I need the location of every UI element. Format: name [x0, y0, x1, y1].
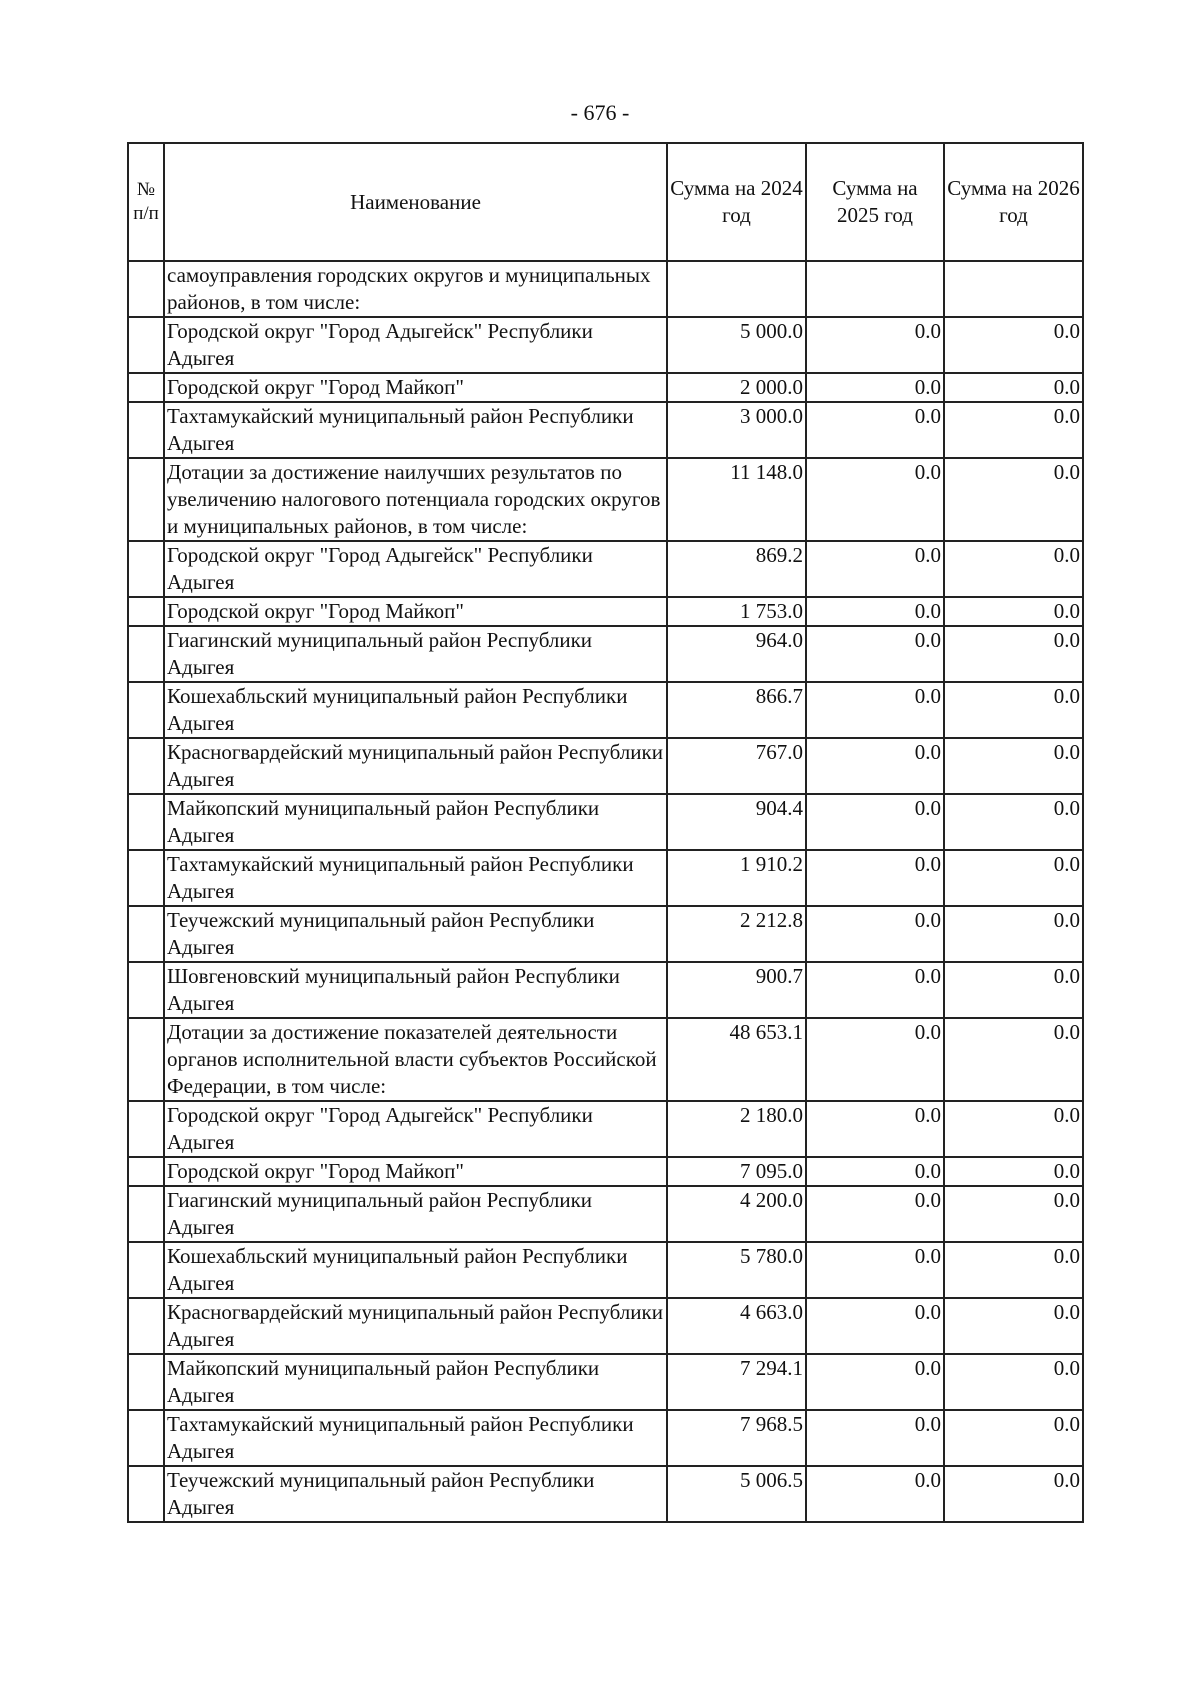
row-sum-2024-cell: 4 663.0 — [667, 1298, 806, 1354]
row-sum-2026-cell: 0.0 — [944, 458, 1083, 541]
row-name-cell: Теучежский муниципальный район Республики Адыгея — [164, 906, 667, 962]
table-row — [128, 541, 1083, 597]
row-sum-2025-cell: 0.0 — [806, 794, 944, 850]
row-sum-2025-cell: 0.0 — [806, 317, 944, 373]
row-sum-2024-cell: 1 910.2 — [667, 850, 806, 906]
row-sum-2026-cell: 0.0 — [944, 1354, 1083, 1410]
table-row — [128, 1186, 1083, 1242]
row-sum-2025-cell: 0.0 — [806, 1101, 944, 1157]
table-row — [128, 1101, 1083, 1157]
page-number: - 676 - — [570, 100, 630, 125]
row-name-cell: Тахтамукайский муниципальный район Республики Адыгея — [164, 402, 667, 458]
table-row — [128, 738, 1083, 794]
row-sum-2026-cell: 0.0 — [944, 402, 1083, 458]
row-sum-2026-cell: 0.0 — [944, 541, 1083, 597]
row-name-cell: Гиагинский муниципальный район Республики Адыгея — [164, 626, 667, 682]
row-sum-2025-cell: 0.0 — [806, 1157, 944, 1186]
row-sum-2024-cell: 48 653.1 — [667, 1018, 806, 1101]
table-row — [128, 597, 1083, 626]
row-sum-2026-cell — [944, 261, 1083, 317]
table-row — [128, 1157, 1083, 1186]
row-name-cell: Городской округ "Город Майкоп" — [164, 373, 667, 402]
row-sum-2025-cell: 0.0 — [806, 597, 944, 626]
row-sum-2026-cell: 0.0 — [944, 1157, 1083, 1186]
row-sum-2024-cell: 4 200.0 — [667, 1186, 806, 1242]
row-sum-2024-cell: 900.7 — [667, 962, 806, 1018]
row-number-cell — [128, 1410, 164, 1466]
table-row — [128, 402, 1083, 458]
row-sum-2025-cell: 0.0 — [806, 626, 944, 682]
row-number-cell — [128, 1354, 164, 1410]
row-sum-2025-cell: 0.0 — [806, 1466, 944, 1522]
row-name-cell: Тахтамукайский муниципальный район Республики Адыгея — [164, 850, 667, 906]
row-sum-2026-cell: 0.0 — [944, 738, 1083, 794]
row-number-cell — [128, 1298, 164, 1354]
row-number-cell — [128, 682, 164, 738]
row-sum-2026-cell: 0.0 — [944, 794, 1083, 850]
row-name-cell: Кошехабльский муниципальный район Республики Адыгея — [164, 1242, 667, 1298]
table-row — [128, 906, 1083, 962]
row-number-cell — [128, 1466, 164, 1522]
table-row — [128, 682, 1083, 738]
row-name-cell: Майкопский муниципальный район Республики Адыгея — [164, 1354, 667, 1410]
row-sum-2026-cell: 0.0 — [944, 1101, 1083, 1157]
row-sum-2026-cell: 0.0 — [944, 682, 1083, 738]
row-name-cell: Кошехабльский муниципальный район Республики Адыгея — [164, 682, 667, 738]
row-sum-2024-cell: 904.4 — [667, 794, 806, 850]
table-row — [128, 1354, 1083, 1410]
row-name-cell: Гиагинский муниципальный район Республики Адыгея — [164, 1186, 667, 1242]
row-sum-2026-cell: 0.0 — [944, 962, 1083, 1018]
row-sum-2024-cell: 7 294.1 — [667, 1354, 806, 1410]
row-number-cell — [128, 1186, 164, 1242]
row-name-cell: самоуправления городских округов и муниципальных районов, в том числе: — [164, 261, 667, 317]
row-name-cell: Городской округ "Город Адыгейск" Республики Адыгея — [164, 1101, 667, 1157]
row-sum-2024-cell: 2 212.8 — [667, 906, 806, 962]
row-sum-2026-cell: 0.0 — [944, 1466, 1083, 1522]
row-sum-2025-cell: 0.0 — [806, 1186, 944, 1242]
row-sum-2024-cell: 7 095.0 — [667, 1157, 806, 1186]
row-sum-2025-cell: 0.0 — [806, 682, 944, 738]
row-sum-2024-cell: 3 000.0 — [667, 402, 806, 458]
row-number-cell — [128, 850, 164, 906]
row-sum-2025-cell: 0.0 — [806, 738, 944, 794]
header-name: Наименование — [164, 143, 667, 261]
row-sum-2024-cell: 767.0 — [667, 738, 806, 794]
row-sum-2026-cell: 0.0 — [944, 1186, 1083, 1242]
row-name-cell: Красногвардейский муниципальный район Республики Адыгея — [164, 1298, 667, 1354]
row-sum-2024-cell — [667, 261, 806, 317]
header-sum-2024: Сумма на 2024 год — [667, 143, 806, 261]
row-number-cell — [128, 1018, 164, 1101]
row-sum-2024-cell: 11 148.0 — [667, 458, 806, 541]
table-row — [128, 1018, 1083, 1101]
row-name-cell: Дотации за достижение показателей деятельности органов исполнительной власти субъектов Российской Федерации, в том числе: — [164, 1018, 667, 1101]
row-sum-2024-cell: 866.7 — [667, 682, 806, 738]
row-name-cell: Городской округ "Город Адыгейск" Республики Адыгея — [164, 317, 667, 373]
row-sum-2024-cell: 869.2 — [667, 541, 806, 597]
row-name-cell: Красногвардейский муниципальный район Республики Адыгея — [164, 738, 667, 794]
row-sum-2024-cell: 7 968.5 — [667, 1410, 806, 1466]
table-row — [128, 261, 1083, 317]
table-row — [128, 626, 1083, 682]
row-sum-2026-cell: 0.0 — [944, 1410, 1083, 1466]
table-row — [128, 1410, 1083, 1466]
budget-table — [127, 142, 1084, 1523]
row-name-cell: Теучежский муниципальный район Республики Адыгея — [164, 1466, 667, 1522]
table-row — [128, 962, 1083, 1018]
row-sum-2024-cell: 1 753.0 — [667, 597, 806, 626]
table-body — [128, 261, 1083, 1522]
row-sum-2024-cell: 2 180.0 — [667, 1101, 806, 1157]
row-sum-2026-cell: 0.0 — [944, 1242, 1083, 1298]
table-row — [128, 458, 1083, 541]
row-sum-2025-cell: 0.0 — [806, 541, 944, 597]
row-number-cell — [128, 794, 164, 850]
row-number-cell — [128, 317, 164, 373]
row-sum-2025-cell: 0.0 — [806, 1410, 944, 1466]
table-row — [128, 373, 1083, 402]
table-row — [128, 1242, 1083, 1298]
row-number-cell — [128, 906, 164, 962]
row-number-cell — [128, 1242, 164, 1298]
row-sum-2024-cell: 5 000.0 — [667, 317, 806, 373]
header-number: № п/п — [128, 143, 164, 261]
header-sum-2025: Сумма на 2025 год — [806, 143, 944, 261]
row-sum-2025-cell: 0.0 — [806, 850, 944, 906]
row-sum-2026-cell: 0.0 — [944, 1018, 1083, 1101]
row-name-cell: Шовгеновский муниципальный район Республики Адыгея — [164, 962, 667, 1018]
row-sum-2025-cell: 0.0 — [806, 962, 944, 1018]
table-header — [128, 143, 1083, 261]
row-sum-2026-cell: 0.0 — [944, 1298, 1083, 1354]
table-row — [128, 794, 1083, 850]
row-number-cell — [128, 1101, 164, 1157]
row-sum-2025-cell: 0.0 — [806, 906, 944, 962]
table-row — [128, 850, 1083, 906]
row-sum-2024-cell: 5 780.0 — [667, 1242, 806, 1298]
row-number-cell — [128, 373, 164, 402]
row-name-cell: Дотации за достижение наилучших результатов по увеличению налогового потенциала городских округов и муниципальных районов, в том числе: — [164, 458, 667, 541]
row-name-cell: Городской округ "Город Майкоп" — [164, 597, 667, 626]
table-row — [128, 317, 1083, 373]
row-number-cell — [128, 1157, 164, 1186]
row-sum-2025-cell: 0.0 — [806, 1298, 944, 1354]
row-number-cell — [128, 458, 164, 541]
row-number-cell — [128, 626, 164, 682]
row-sum-2026-cell: 0.0 — [944, 906, 1083, 962]
header-sum-2026: Сумма на 2026 год — [944, 143, 1083, 261]
row-sum-2024-cell: 964.0 — [667, 626, 806, 682]
row-sum-2026-cell: 0.0 — [944, 850, 1083, 906]
row-sum-2026-cell: 0.0 — [944, 626, 1083, 682]
row-name-cell: Городской округ "Город Майкоп" — [164, 1157, 667, 1186]
row-sum-2025-cell: 0.0 — [806, 402, 944, 458]
row-name-cell: Майкопский муниципальный район Республики Адыгея — [164, 794, 667, 850]
row-sum-2025-cell — [806, 261, 944, 317]
row-sum-2024-cell: 2 000.0 — [667, 373, 806, 402]
row-number-cell — [128, 541, 164, 597]
row-sum-2026-cell: 0.0 — [944, 317, 1083, 373]
row-number-cell — [128, 597, 164, 626]
row-name-cell: Городской округ "Город Адыгейск" Республики Адыгея — [164, 541, 667, 597]
row-sum-2026-cell: 0.0 — [944, 597, 1083, 626]
table-row — [128, 1298, 1083, 1354]
row-number-cell — [128, 738, 164, 794]
row-sum-2025-cell: 0.0 — [806, 458, 944, 541]
row-sum-2025-cell: 0.0 — [806, 373, 944, 402]
row-sum-2025-cell: 0.0 — [806, 1354, 944, 1410]
row-number-cell — [128, 261, 164, 317]
row-number-cell — [128, 962, 164, 1018]
row-number-cell — [128, 402, 164, 458]
row-sum-2025-cell: 0.0 — [806, 1018, 944, 1101]
row-sum-2025-cell: 0.0 — [806, 1242, 944, 1298]
row-sum-2024-cell: 5 006.5 — [667, 1466, 806, 1522]
table-row — [128, 1466, 1083, 1522]
row-sum-2026-cell: 0.0 — [944, 373, 1083, 402]
row-name-cell: Тахтамукайский муниципальный район Республики Адыгея — [164, 1410, 667, 1466]
